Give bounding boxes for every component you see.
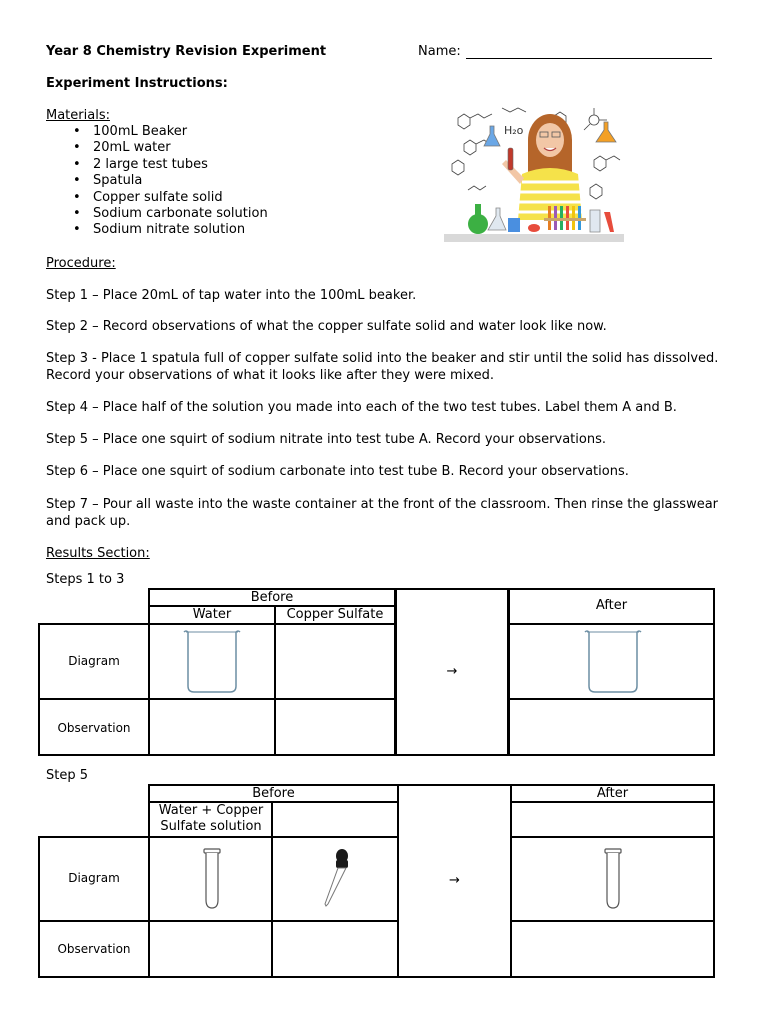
table1-row-diagram: Diagram <box>68 654 120 668</box>
table2-label: Step 5 <box>46 768 89 783</box>
test-tube-icon <box>202 848 222 910</box>
table2-row-observation: Observation <box>57 942 131 956</box>
list-item: • Copper sulfate solid <box>46 190 268 206</box>
table2-before-header: Before <box>252 786 295 801</box>
dropper-icon <box>316 848 356 910</box>
page-title: Year 8 Chemistry Revision Experiment <box>46 44 327 59</box>
procedure-step-2: Step 2 – Record observations of what the copper sulfate solid and water look like now. <box>46 319 607 334</box>
list-item: • 100mL Beaker <box>46 124 268 140</box>
beaker-icon <box>583 628 643 694</box>
procedure-step-5: Step 5 – Place one squirt of sodium nitrate into test tube A. Record your observations. <box>46 432 606 447</box>
instructions-heading: Experiment Instructions: <box>46 76 228 91</box>
table2-row-diagram: Diagram <box>68 871 120 885</box>
list-item: • 2 large test tubes <box>46 157 268 173</box>
table1-label: Steps 1 to 3 <box>46 572 125 587</box>
beaker-icon <box>182 628 242 694</box>
table1-col-water: Water <box>192 607 232 622</box>
materials-heading: Materials: <box>46 108 110 123</box>
table1-after-header: After <box>595 598 628 613</box>
results-heading: Results Section: <box>46 546 150 561</box>
table1-arrow: → <box>446 664 458 679</box>
procedure-step-1: Step 1 – Place 20mL of tap water into the 100mL beaker. <box>46 288 417 303</box>
materials-list <box>46 124 268 239</box>
procedure-heading: Procedure: <box>46 256 116 271</box>
list-item: • Sodium nitrate solution <box>46 222 268 238</box>
scientist-illustration <box>444 100 624 242</box>
table2-col-water-copper: Water + Copper Sulfate solution <box>158 803 264 834</box>
table2-arrow: → <box>449 873 460 888</box>
list-item: • Spatula <box>46 173 268 189</box>
list-item: • Sodium carbonate solution <box>46 206 268 222</box>
procedure-step-6: Step 6 – Place one squirt of sodium carbonate into test tube B. Record your observations. <box>46 464 629 479</box>
procedure-step-4: Step 4 – Place half of the solution you made into each of the two test tubes. Label them A and B. <box>46 400 677 415</box>
table2-after-header: After <box>596 786 629 801</box>
name-label: Name: <box>418 44 461 59</box>
h2o-label: H₂o <box>504 124 524 137</box>
table1-row-observation: Observation <box>57 721 131 735</box>
table1-before-header: Before <box>250 590 294 605</box>
test-tube-icon <box>603 848 623 910</box>
list-item: • 20mL water <box>46 140 268 156</box>
procedure-step-3: Step 3 - Place 1 spatula full of copper sulfate solid into the beaker and stir until the solid has dissolved. Record your observations of what it looks like after they were mixed. <box>46 351 719 383</box>
table1-col-copper-sulfate: Copper Sulfate <box>286 607 384 622</box>
name-field[interactable] <box>466 58 712 59</box>
procedure-step-7: Step 7 – Pour all waste into the waste container at the front of the classroom. Then rinse the glasswear and pack up. <box>46 497 719 529</box>
